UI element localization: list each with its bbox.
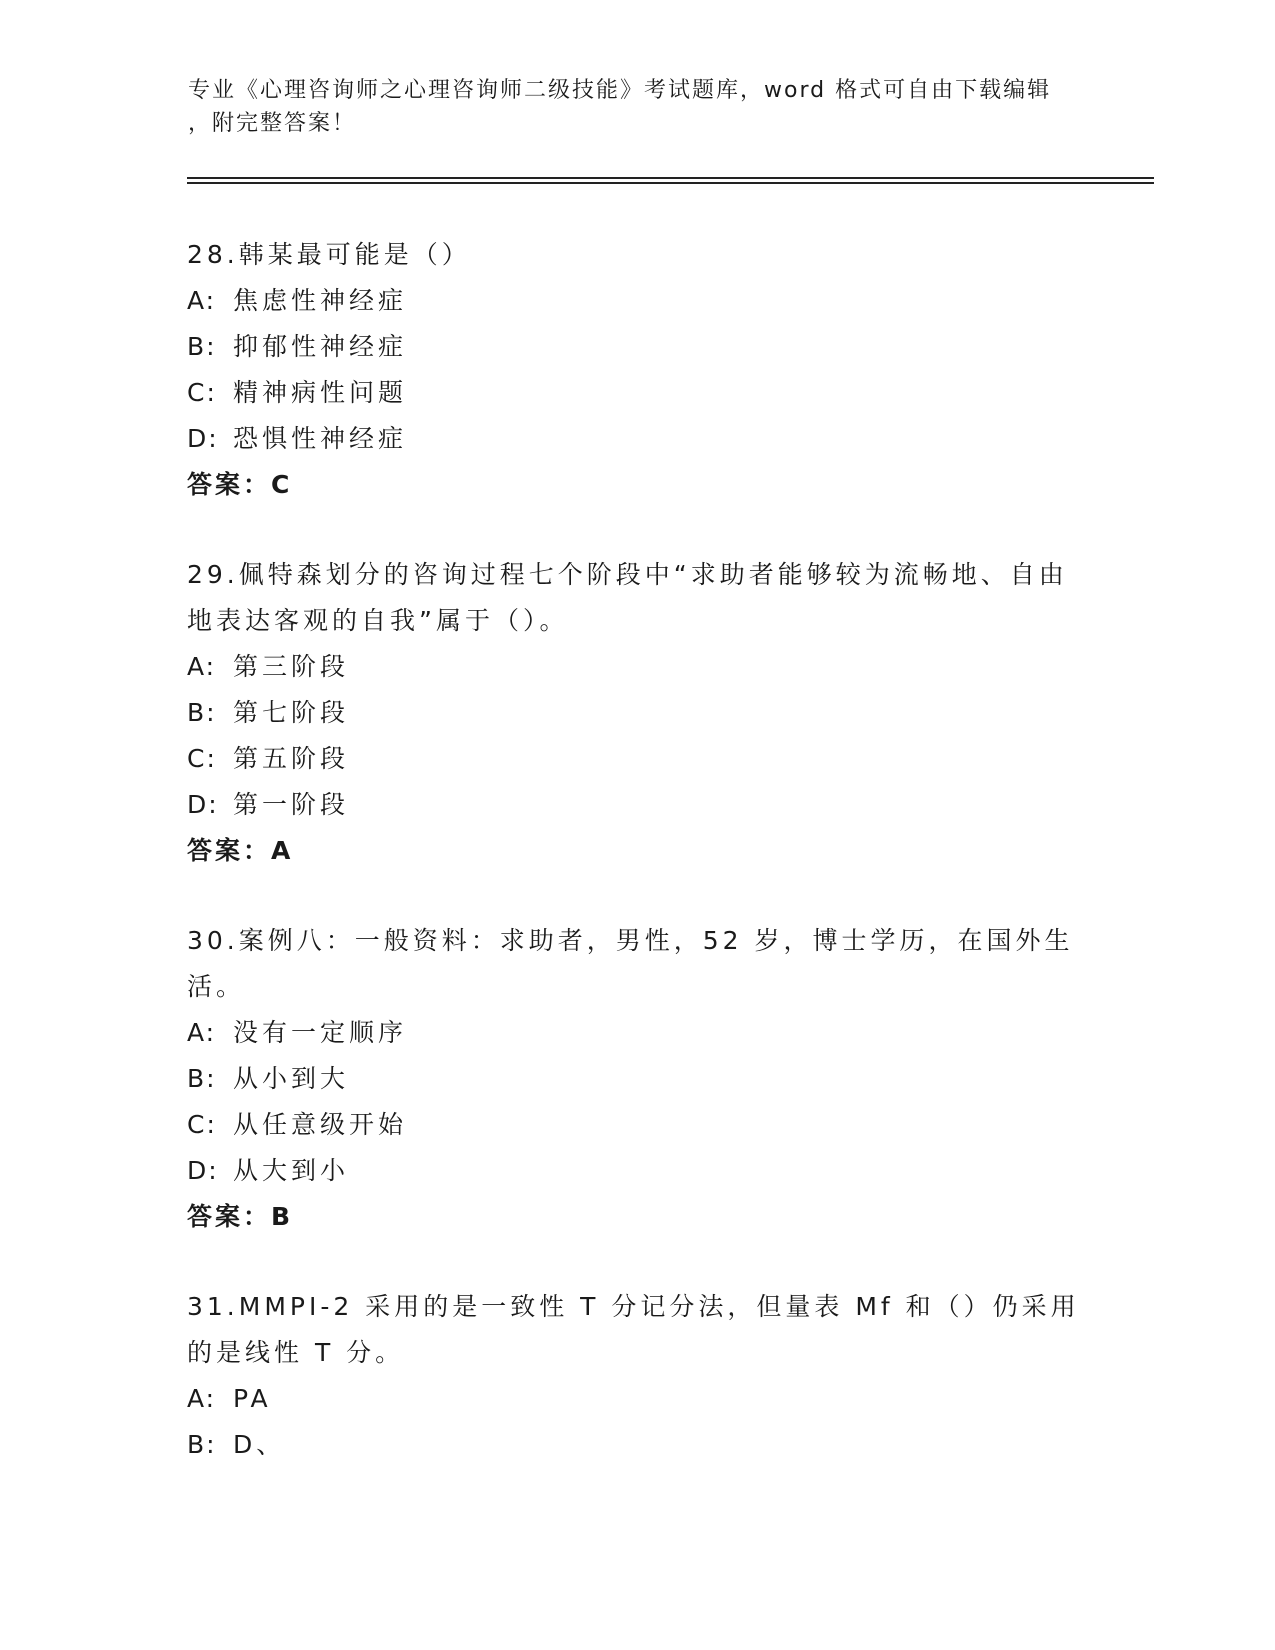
- option-key: C:: [187, 378, 217, 407]
- option-text: 第三阶段: [233, 652, 350, 681]
- option-key: B:: [187, 698, 217, 727]
- question-stem: 29.佩特森划分的咨询过程七个阶段中“求助者能够较为流畅地、自由地表达客观的自我”属于（）。: [187, 560, 1068, 635]
- header-line-1: 专业《心理咨询师之心理咨询师二级技能》考试题库，word 格式可自由下载编辑: [188, 78, 1052, 103]
- option-b: [187, 1422, 1087, 1468]
- option-text: 从任意级开始: [233, 1110, 408, 1139]
- option-text: 从小到大: [233, 1064, 350, 1093]
- option-text: 第七阶段: [233, 698, 350, 727]
- option-text: 恐惧性神经症: [233, 424, 408, 453]
- answer-line: 答案：A: [187, 836, 294, 865]
- option-d: [187, 1148, 1087, 1194]
- document-header: [188, 74, 1068, 140]
- option-d: [187, 782, 1087, 828]
- option-text: 抑郁性神经症: [233, 332, 408, 361]
- option-text: 从大到小: [233, 1156, 350, 1185]
- header-divider-bottom: [187, 182, 1154, 184]
- option-d: [187, 416, 1087, 462]
- question-item: [187, 918, 1087, 1240]
- option-a: [187, 644, 1087, 690]
- header-divider-top: [187, 177, 1154, 179]
- option-c: [187, 736, 1087, 782]
- option-key: C:: [187, 1110, 217, 1139]
- answer-line: 答案：B: [187, 1202, 294, 1231]
- question-list: [187, 232, 1087, 1512]
- question-item: [187, 552, 1087, 874]
- question-item: [187, 1284, 1087, 1468]
- option-key: A:: [187, 652, 217, 681]
- option-c: [187, 370, 1087, 416]
- header-line-2: ，附完整答案！: [188, 111, 357, 136]
- answer-line: 答案：C: [187, 470, 293, 499]
- option-b: [187, 690, 1087, 736]
- option-text: PA: [233, 1384, 272, 1413]
- option-a: [187, 1010, 1087, 1056]
- option-c: [187, 1102, 1087, 1148]
- option-text: 没有一定顺序: [233, 1018, 408, 1047]
- option-a: [187, 1376, 1087, 1422]
- option-a: [187, 278, 1087, 324]
- option-key: B:: [187, 1430, 217, 1459]
- option-text: 焦虑性神经症: [233, 286, 408, 315]
- option-text: 第一阶段: [233, 790, 350, 819]
- option-key: B:: [187, 1064, 217, 1093]
- option-text: D、: [233, 1430, 286, 1459]
- option-key: A:: [187, 1018, 217, 1047]
- option-text: 第五阶段: [233, 744, 350, 773]
- option-text: 精神病性问题: [233, 378, 408, 407]
- option-key: C:: [187, 744, 217, 773]
- option-key: A:: [187, 286, 217, 315]
- question-stem: 30.案例八：一般资料：求助者，男性，52 岁，博士学历，在国外生活。: [187, 926, 1074, 1001]
- option-b: [187, 324, 1087, 370]
- question-stem: 31.MMPI-2 采用的是一致性 T 分记分法，但量表 Mf 和（）仍采用的是线性 T 分。: [187, 1292, 1080, 1367]
- option-key: D:: [187, 424, 219, 453]
- question-stem: 28.韩某最可能是（）: [187, 240, 471, 269]
- option-key: B:: [187, 332, 217, 361]
- option-key: D:: [187, 790, 219, 819]
- option-b: [187, 1056, 1087, 1102]
- question-item: [187, 232, 1087, 508]
- option-key: A:: [187, 1384, 217, 1413]
- option-key: D:: [187, 1156, 219, 1185]
